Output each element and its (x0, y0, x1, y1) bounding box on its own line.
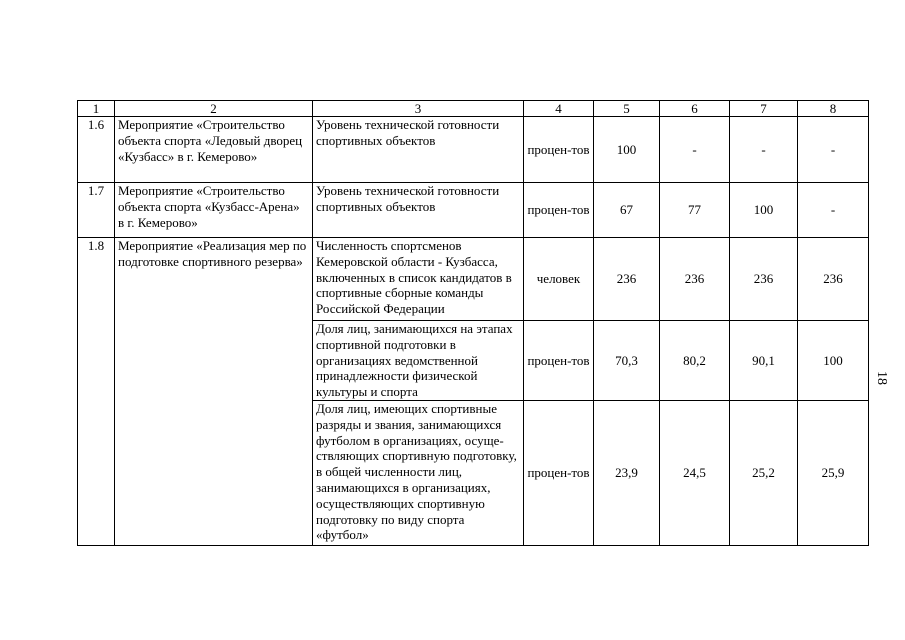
header-cell: 5 (594, 101, 660, 117)
value-cell: 236 (594, 238, 660, 321)
header-cell: 1 (78, 101, 115, 117)
value-cell: 25,2 (730, 401, 798, 546)
value-cell: 236 (730, 238, 798, 321)
row-number: 1.8 (78, 238, 115, 546)
page-number: 18 (874, 371, 889, 385)
value-cell: 25,9 (798, 401, 869, 546)
value-cell: 24,5 (660, 401, 730, 546)
value-cell: 100 (798, 321, 869, 401)
value-cell: 77 (660, 183, 730, 238)
value-cell: 80,2 (660, 321, 730, 401)
unit-cell: процен-тов (524, 321, 594, 401)
indicator-name: Доля лиц, имеющих спортивные разряды и звания, занимающихся футболом в организациях, осуще-ствляющих спортивную подготовку, в общей численности лиц, занимающихся в организациях, осуществляющих спортивную подготовку по виду спорта «футбол» (313, 401, 524, 546)
row-number: 1.6 (78, 117, 115, 183)
header-cell: 6 (660, 101, 730, 117)
header-cell: 8 (798, 101, 869, 117)
value-cell: - (798, 183, 869, 238)
indicator-name: Численность спортсменов Кемеровской области - Кузбасса, включенных в список кандидатов в спортивные сборные команды Российской Федерации (313, 238, 524, 321)
row-number: 1.7 (78, 183, 115, 238)
value-cell: - (798, 117, 869, 183)
unit-cell: процен-тов (524, 183, 594, 238)
indicators-table (77, 100, 869, 546)
value-cell: - (660, 117, 730, 183)
header-row (78, 101, 869, 117)
value-cell: 90,1 (730, 321, 798, 401)
value-cell: 67 (594, 183, 660, 238)
indicator-name: Доля лиц, занимающихся на этапах спортивной подготовки в организациях ведомственной принадлежности физической культуры и спорта (313, 321, 524, 401)
value-cell: 70,3 (594, 321, 660, 401)
header-cell: 2 (115, 101, 313, 117)
event-cell: Мероприятие «Строительство объекта спорта «Ледовый дворец «Кузбасс» в г. Кемерово» (115, 117, 313, 183)
value-cell: 100 (594, 117, 660, 183)
event-cell: Мероприятие «Строительство объекта спорта «Кузбасс-Арена» в г. Кемерово» (115, 183, 313, 238)
event-cell: Мероприятие «Реализация мер по подготовке спортивного резерва» (115, 238, 313, 546)
header-cell: 4 (524, 101, 594, 117)
value-cell: - (730, 117, 798, 183)
header-cell: 7 (730, 101, 798, 117)
indicator-name: Уровень технической готовности спортивных объектов (313, 117, 524, 183)
unit-cell: человек (524, 238, 594, 321)
value-cell: 23,9 (594, 401, 660, 546)
value-cell: 100 (730, 183, 798, 238)
table-row (78, 183, 869, 238)
indicator-name: Уровень технической готовности спортивных объектов (313, 183, 524, 238)
unit-cell: процен-тов (524, 401, 594, 546)
header-cell: 3 (313, 101, 524, 117)
unit-cell: процен-тов (524, 117, 594, 183)
table-row (78, 238, 869, 321)
value-cell: 236 (660, 238, 730, 321)
value-cell: 236 (798, 238, 869, 321)
table-row (78, 117, 869, 183)
